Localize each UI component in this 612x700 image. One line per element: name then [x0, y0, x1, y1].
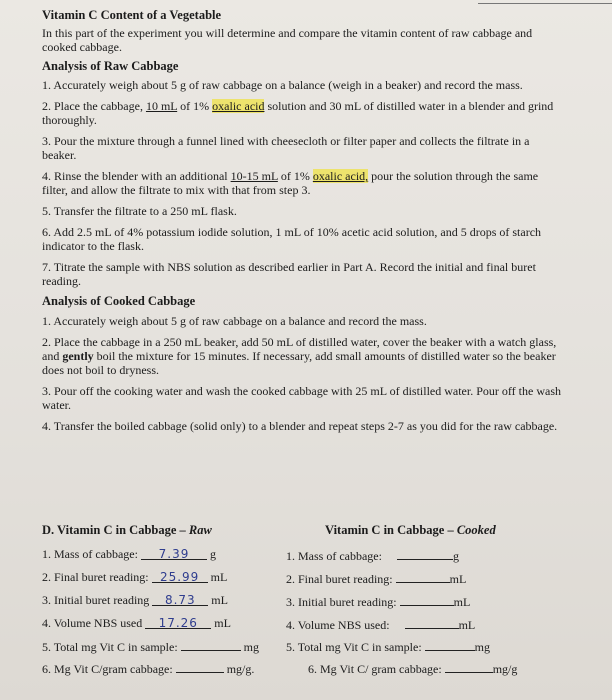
cooked-step-1: 1. Accurately weigh about 5 g of raw cabbage on a balance and record the mass. — [42, 314, 427, 328]
raw-row-final-buret: 2. Final buret reading: 25.99 mL — [42, 570, 228, 584]
raw-row-initial-buret: 3. Initial buret reading 8.73 mL — [42, 593, 228, 607]
cooked-row-initial-buret: 3. Initial buret reading: mL — [286, 595, 471, 609]
cooked-mass-field[interactable] — [397, 547, 453, 560]
cooked-final-buret-field[interactable] — [396, 570, 450, 583]
cooked-table-heading: Vitamin C in Cabbage – Cooked — [325, 523, 496, 537]
intro-text: In this part of the experiment you will determine and compare the vitamin content of raw cabbage and cooked cabbage. — [42, 26, 533, 54]
raw-vitc-per-gram-field[interactable] — [176, 660, 224, 673]
raw-step-6: 6. Add 2.5 mL of 4% potassium iodide solution, 1 mL of 10% acetic acid solution, and 5 drops of starch indicator to the flask. — [42, 225, 542, 253]
top-rule — [478, 3, 612, 4]
raw-volume-nbs-field[interactable]: 17.26 — [145, 616, 211, 629]
cooked-row-total-vitc: 5. Total mg Vit C in sample: mg — [286, 640, 491, 654]
cooked-row-vitc-per-gram: 6. Mg Vit C/ gram cabbage: mg/g — [308, 662, 518, 676]
cooked-volume-nbs-field[interactable] — [405, 616, 459, 629]
raw-step-2: 2. Place the cabbage, 10 mL of 1% oxalic acid solution and 30 mL of distilled water in a blender and grind thoroughly. — [42, 99, 554, 127]
cooked-step-2: 2. Place the cabbage in a 250 mL beaker, add 50 mL of distilled water, cover the beaker with a watch glass, and gently boil the mixture for 15 minutes. If necessary, add small amounts of distilled water so the beaker does not boil to dryness. — [42, 335, 557, 377]
raw-mass-field[interactable]: 7.39 — [141, 547, 207, 560]
raw-heading: Analysis of Raw Cabbage — [42, 59, 179, 73]
page-title: Vitamin C Content of a Vegetable — [42, 8, 222, 22]
raw-step-5: 5. Transfer the filtrate to a 250 mL flask. — [42, 204, 237, 218]
raw-row-volume-nbs: 4. Volume NBS used 17.26 mL — [42, 616, 231, 630]
cooked-initial-buret-field[interactable] — [400, 593, 454, 606]
raw-initial-buret-field[interactable]: 8.73 — [152, 593, 208, 606]
raw-step-1: 1. Accurately weigh about 5 g of raw cabbage on a balance (weigh in a beaker) and record the mass. — [42, 78, 523, 92]
cooked-vitc-per-gram-field[interactable] — [445, 660, 493, 673]
raw-step-7: 7. Titrate the sample with NBS solution as described earlier in Part A. Record the initial and final buret reading. — [42, 260, 536, 288]
cooked-step-4: 4. Transfer the boiled cabbage (solid only) to a blender and repeat steps 2-7 as you did for the raw cabbage. — [42, 419, 558, 433]
raw-step-4: 4. Rinse the blender with an additional 10-15 mL of 1% oxalic acid, pour the solution through the same filter, and allow the filtrate to mix with that from step 3. — [42, 169, 539, 197]
raw-step-3: 3. Pour the mixture through a funnel lined with cheesecloth or filter paper and collects the filtrate in a beaker. — [42, 134, 530, 162]
raw-final-buret-field[interactable]: 25.99 — [152, 570, 208, 583]
cooked-row-final-buret: 2. Final buret reading: mL — [286, 572, 467, 586]
cooked-row-mass: 1. Mass of cabbage: g — [286, 549, 459, 563]
raw-row-mass: 1. Mass of cabbage: 7.39 g — [42, 547, 216, 561]
cooked-heading: Analysis of Cooked Cabbage — [42, 294, 196, 308]
cooked-total-vitc-field[interactable] — [425, 638, 475, 651]
raw-total-vitc-field[interactable] — [181, 638, 241, 651]
worksheet-body — [42, 8, 564, 433]
raw-row-total-vitc: 5. Total mg Vit C in sample: mg — [42, 640, 260, 654]
raw-table-heading: D. Vitamin C in Cabbage – Raw — [42, 523, 212, 537]
cooked-step-3: 3. Pour off the cooking water and wash the cooked cabbage with 25 mL of distilled water. Pour off the wash water. — [42, 384, 561, 412]
cooked-row-volume-nbs: 4. Volume NBS used: mL — [286, 618, 476, 632]
raw-row-vitc-per-gram: 6. Mg Vit C/gram cabbage: mg/g. — [42, 662, 255, 676]
